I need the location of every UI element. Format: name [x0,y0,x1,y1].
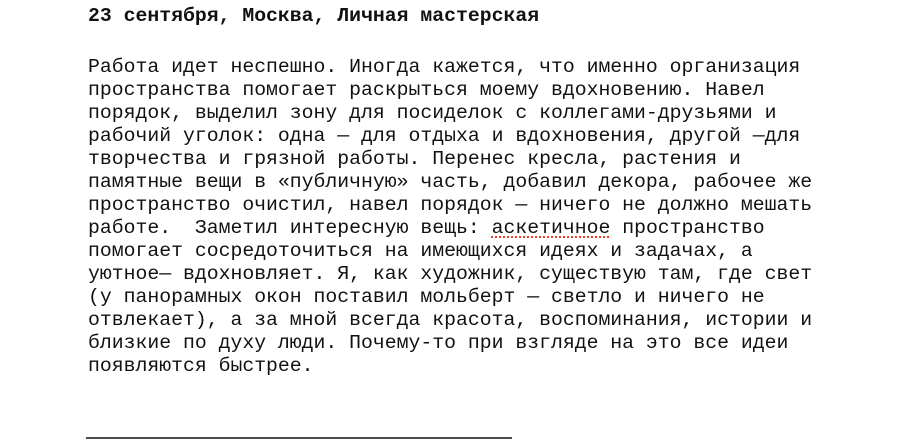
body-line [88,286,812,309]
text-segment: рабочий уголок: одна — для отдыха и вдохновения, другой —для [88,125,801,147]
text-segment: помогает сосредоточиться на имеющихся идеях и задачах, а [88,240,753,262]
body-line [88,79,812,102]
body-line [88,217,812,240]
body-line [88,194,812,217]
text-segment: близкие по духу люди. Почему-то при взгляде на это все идеи [88,332,789,354]
body-line [88,355,812,378]
body-line [88,102,812,125]
text-segment: уютное— вдохновляет. Я, как художник, существую там, где свет [88,263,813,285]
text-segment: пространство [610,217,765,239]
body-line [88,125,812,148]
body-line [88,171,812,194]
body-line [88,56,812,79]
text-segment: порядок, выделил зону для посиделок с коллегами-друзьями и [88,102,777,124]
text-segment: отвлекает), а за мной всегда красота, воспоминания, истории и [88,309,813,331]
body-text [88,56,812,378]
body-line [88,309,812,332]
text-segment: Работа идет неспешно. Иногда кажется, что именно организация [88,56,801,78]
entry-title: 23 сентября, Москва, Личная мастерская [88,5,540,27]
body-line [88,332,812,355]
body-line [88,263,812,286]
body-line [88,240,812,263]
text-segment: пространства помогает раскрыться моему вдохновению. Навел [88,79,765,101]
text-segment: пространство очистил, навел порядок — ничего не должно мешать [88,194,813,216]
footnote-separator [86,437,512,439]
text-segment: (у панорамных окон поставил мольберт — светло и ничего не [88,286,765,308]
text-segment: работе. Заметил интересную вещь: [88,217,492,239]
text-segment: памятные вещи в «публичную» часть, добавил декора, рабочее же [88,171,813,193]
misspelled-word[interactable]: аскетичное [491,217,611,239]
body-line [88,148,812,171]
text-segment: творчества и грязной работы. Перенес кресла, растения и [88,148,741,170]
text-segment: появляются быстрее. [88,355,314,377]
